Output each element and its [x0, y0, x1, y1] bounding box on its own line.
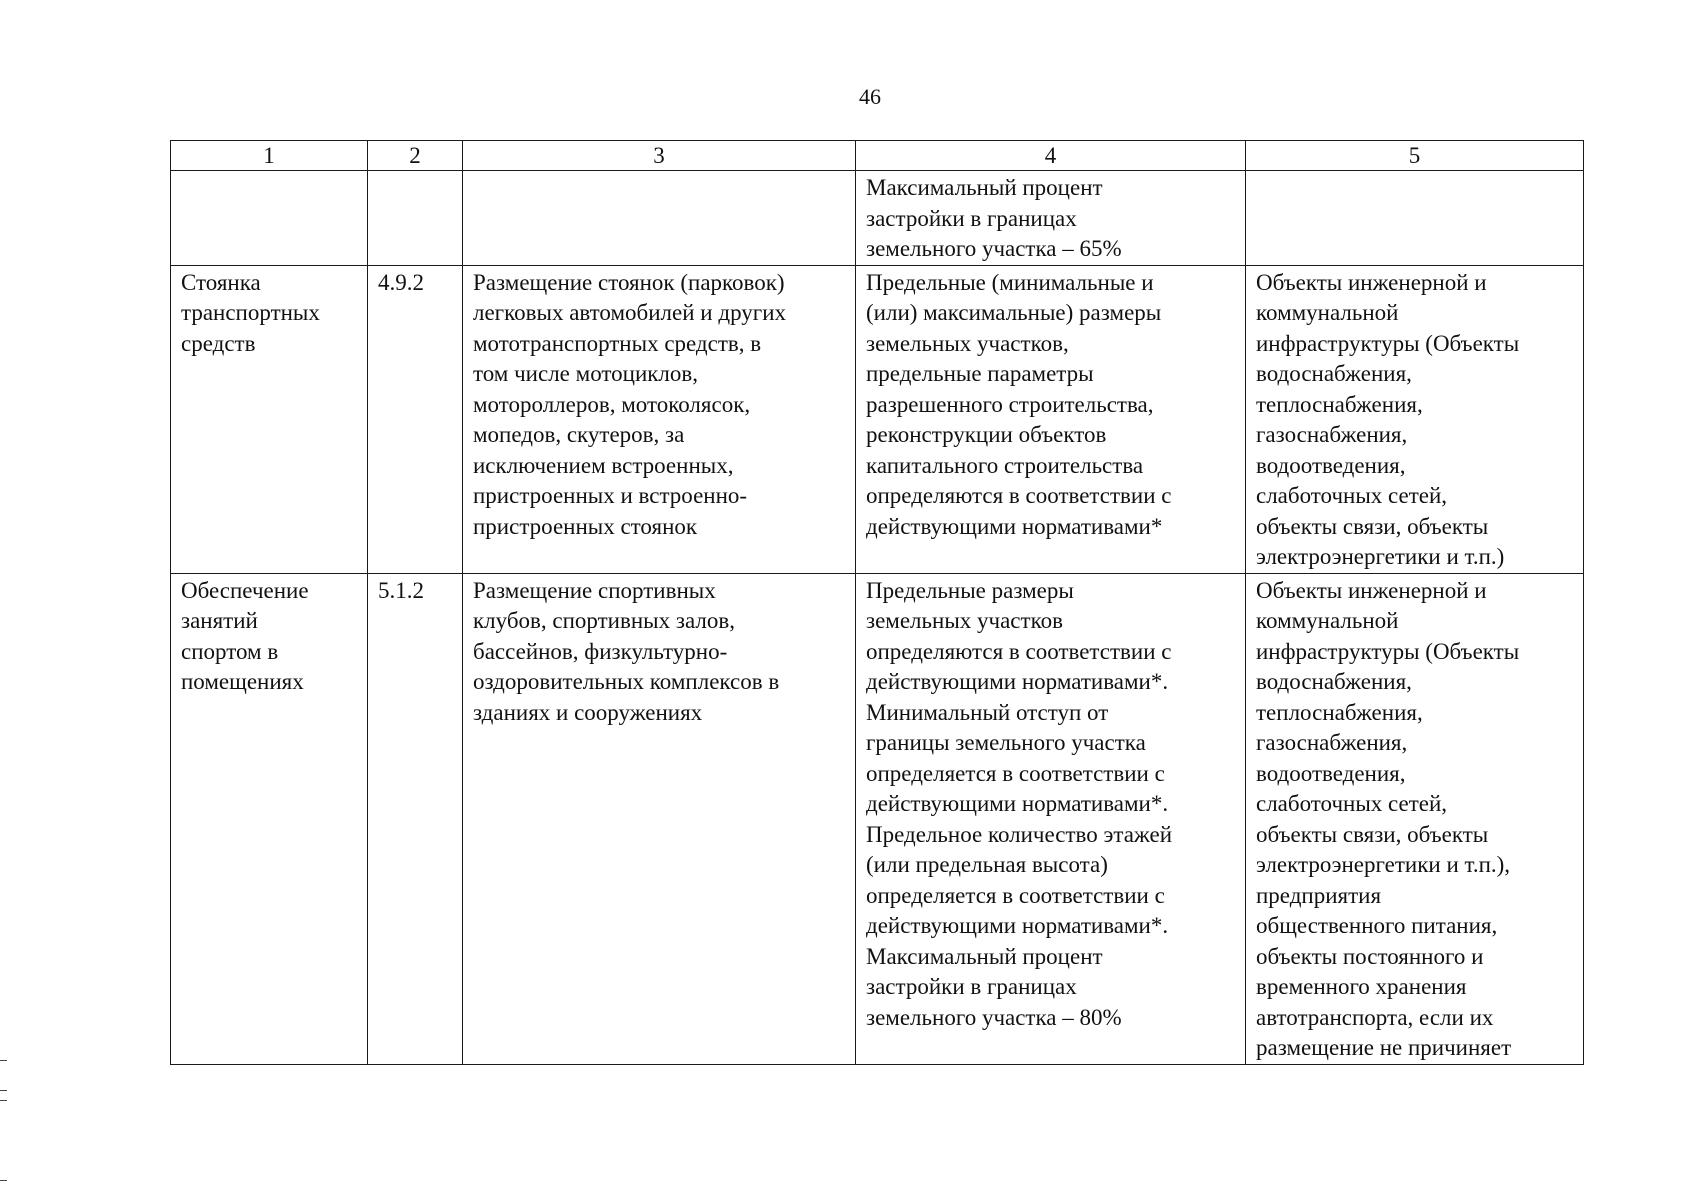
table-row-continuation — [171, 171, 1584, 266]
scan-edge-mark — [0, 1100, 7, 1101]
cell-use-type: Обеспечение занятий спортом в помещениях — [171, 573, 368, 1064]
cell-description: Размещение стоянок (парковок) легковых автомобилей и других мототранспортных средств, в том числе мотоциклов, мотороллеров, мотоколясок, мопедов, скутеров, за исключением встроенных, пристроенных и встроенно- пристроенных стоянок — [463, 265, 856, 573]
scan-edge-mark — [0, 1060, 7, 1061]
column-header-2: 2 — [368, 141, 463, 171]
cell-use-type — [171, 171, 368, 266]
cell-auxiliary-uses: Объекты инженерной и коммунальной инфраструктуры (Объекты водоснабжения, теплоснабжения, газоснабжения, водоотведения, слаботочных сетей, объекты связи, объекты электроэнергетики и т.п.) — [1246, 265, 1584, 573]
table-body — [171, 171, 1584, 1065]
header-row — [171, 141, 1584, 171]
page-number: 46 — [859, 84, 881, 109]
column-header-5: 5 — [1246, 141, 1584, 171]
cell-code: 4.9.2 — [368, 265, 463, 573]
cell-code — [368, 171, 463, 266]
cell-auxiliary-uses: Объекты инженерной и коммунальной инфраструктуры (Объекты водоснабжения, теплоснабжения, газоснабжения, водоотведения, слаботочных сетей, объекты связи, объекты электроэнергетики и т.п.), предприятия общественного питания, объекты постоянного и временного хранения автотранспорта, если их размещение не причиняет — [1246, 573, 1584, 1064]
cell-description: Размещение спортивных клубов, спортивных залов, бассейнов, физкультурно- оздоровительных комплексов в зданиях и сооружениях — [463, 573, 856, 1064]
table-row-sport — [171, 573, 1584, 1064]
cell-auxiliary-uses — [1246, 171, 1584, 266]
column-header-4: 4 — [856, 141, 1246, 171]
table-row-parking — [171, 265, 1584, 573]
column-header-3: 3 — [463, 141, 856, 171]
cell-parameters: Предельные (минимальные и (или) максимальные) размеры земельных участков, предельные параметры разрешенного строительства, реконструкции объектов капитального строительства определяются в соответствии с действующими нормативами* — [856, 265, 1246, 573]
scan-edge-mark — [0, 1180, 7, 1181]
cell-parameters: Предельные размеры земельных участков определяются в соответствии с действующими нормативами*. Минимальный отступ от границы земельного участка определяется в соответствии с действующими нормативами*. Предельное количество этажей (или предельная высота) определяется в соответствии с действующими нормативами*. Максимальный процент застройки в границах земельного участка – 80% — [856, 573, 1246, 1064]
land-use-table — [170, 140, 1584, 1065]
cell-parameters: Максимальный процент застройки в границах земельного участка – 65% — [856, 171, 1246, 266]
scan-edge-mark — [0, 1090, 7, 1091]
column-header-1: 1 — [171, 141, 368, 171]
cell-description — [463, 171, 856, 266]
cell-code: 5.1.2 — [368, 573, 463, 1064]
cell-use-type: Стоянка транспортных средств — [171, 265, 368, 573]
table-header — [171, 141, 1584, 171]
